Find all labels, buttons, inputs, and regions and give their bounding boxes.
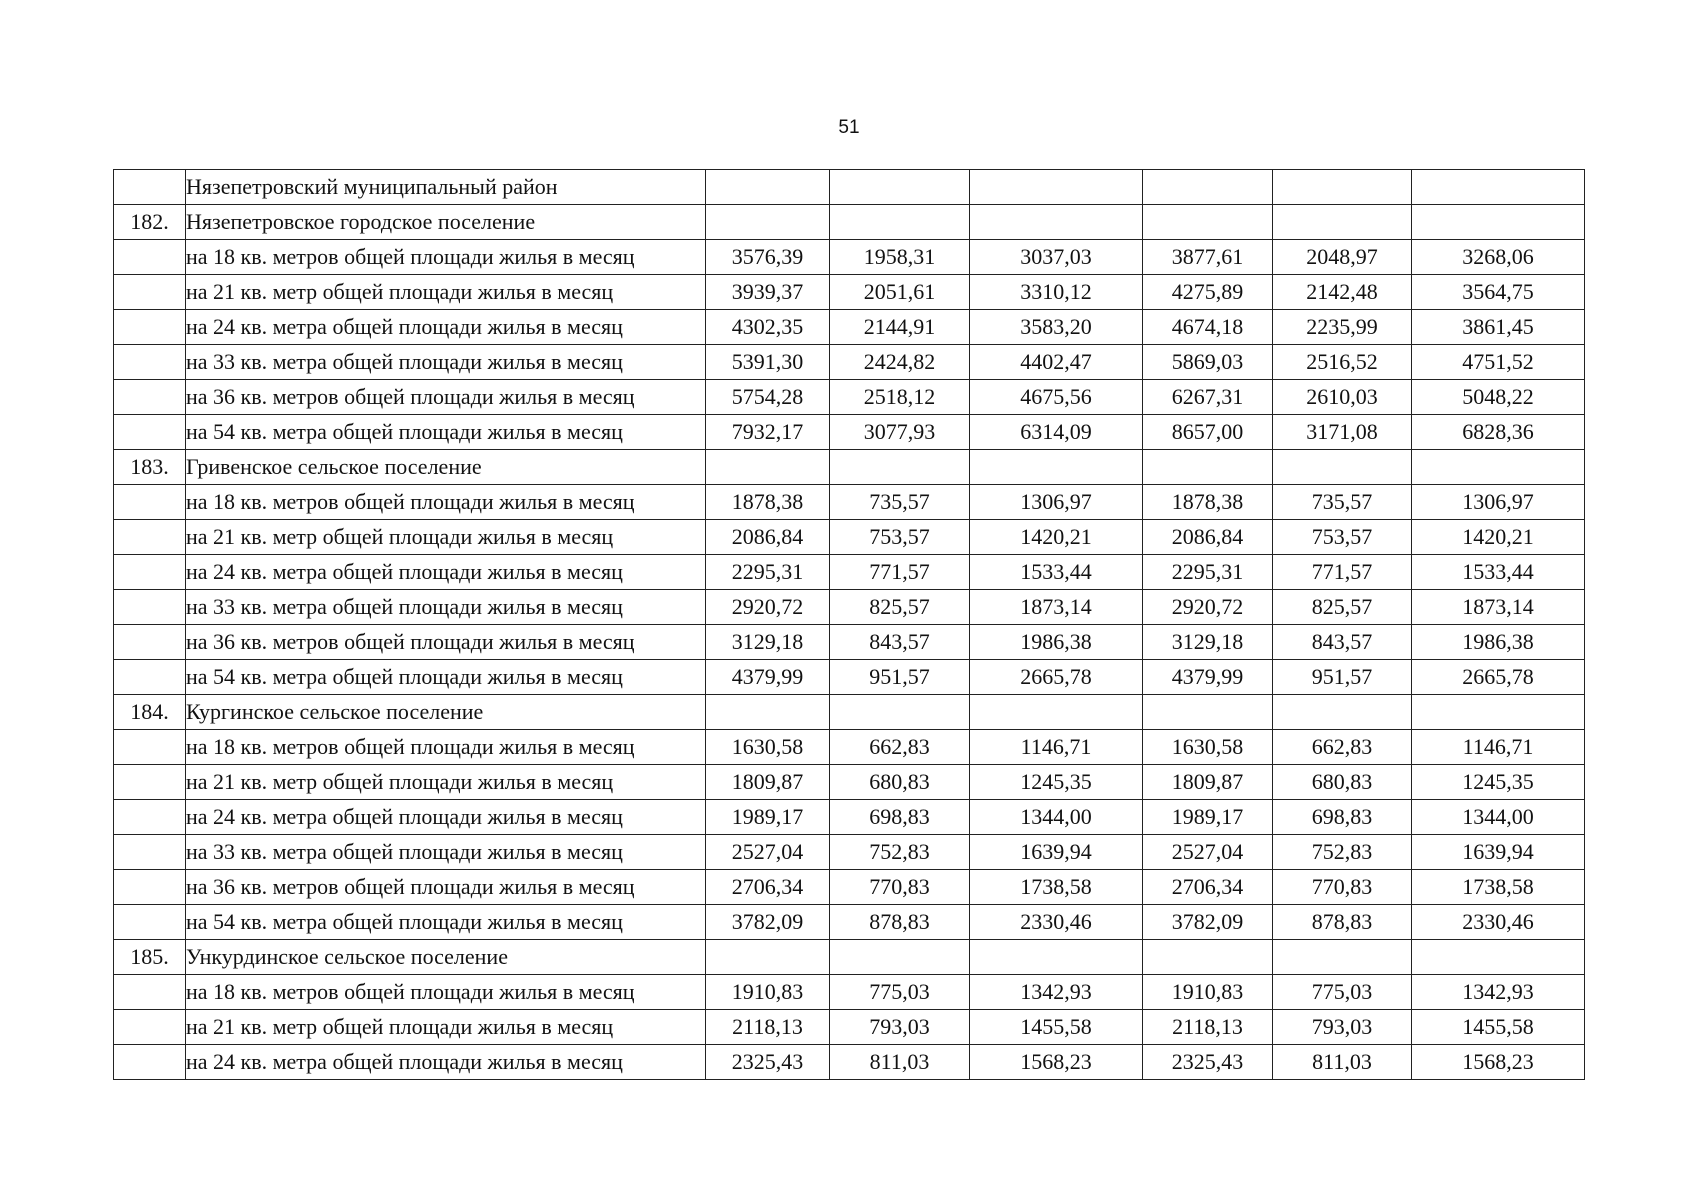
value-cell-3: 1344,00 <box>970 800 1143 835</box>
value-cell-5 <box>1273 450 1412 485</box>
table-row <box>114 590 1585 625</box>
value-cell-5: 878,83 <box>1273 905 1412 940</box>
value-cell-3 <box>970 695 1143 730</box>
value-cell-3: 4675,56 <box>970 380 1143 415</box>
value-cell-1: 3129,18 <box>706 625 830 660</box>
value-cell-1: 2920,72 <box>706 590 830 625</box>
value-cell-4: 3877,61 <box>1143 240 1273 275</box>
value-cell-5: 951,57 <box>1273 660 1412 695</box>
value-cell-3: 1245,35 <box>970 765 1143 800</box>
table-row <box>114 695 1585 730</box>
value-cell-3: 4402,47 <box>970 345 1143 380</box>
value-cell-6: 6828,36 <box>1412 415 1585 450</box>
row-name-cell: на 18 кв. метров общей площади жилья в месяц <box>186 975 706 1010</box>
value-cell-3: 6314,09 <box>970 415 1143 450</box>
row-name-cell: на 36 кв. метров общей площади жилья в месяц <box>186 870 706 905</box>
value-cell-4 <box>1143 170 1273 205</box>
value-cell-2: 753,57 <box>830 520 970 555</box>
value-cell-1 <box>706 205 830 240</box>
table-row <box>114 765 1585 800</box>
value-cell-4: 8657,00 <box>1143 415 1273 450</box>
row-number-cell <box>114 590 186 625</box>
value-cell-6 <box>1412 940 1585 975</box>
value-cell-5: 698,83 <box>1273 800 1412 835</box>
value-cell-2: 752,83 <box>830 835 970 870</box>
value-cell-6 <box>1412 695 1585 730</box>
table-body <box>114 170 1585 1080</box>
value-cell-1 <box>706 170 830 205</box>
value-cell-6: 1533,44 <box>1412 555 1585 590</box>
value-cell-2: 1958,31 <box>830 240 970 275</box>
tariff-table <box>113 169 1585 1080</box>
value-cell-2 <box>830 170 970 205</box>
value-cell-2: 843,57 <box>830 625 970 660</box>
value-cell-3 <box>970 450 1143 485</box>
value-cell-1: 3576,39 <box>706 240 830 275</box>
value-cell-5 <box>1273 695 1412 730</box>
value-cell-5: 752,83 <box>1273 835 1412 870</box>
row-name-cell: на 18 кв. метров общей площади жилья в месяц <box>186 485 706 520</box>
row-number-cell <box>114 415 186 450</box>
row-number-cell <box>114 800 186 835</box>
row-number-cell <box>114 310 186 345</box>
value-cell-1: 4379,99 <box>706 660 830 695</box>
table-row <box>114 800 1585 835</box>
row-number-cell <box>114 905 186 940</box>
table-row <box>114 625 1585 660</box>
value-cell-5: 3171,08 <box>1273 415 1412 450</box>
value-cell-3: 3583,20 <box>970 310 1143 345</box>
value-cell-1: 2325,43 <box>706 1045 830 1080</box>
row-number-cell <box>114 870 186 905</box>
row-number-cell <box>114 170 186 205</box>
table-row <box>114 940 1585 975</box>
row-number-cell <box>114 485 186 520</box>
value-cell-6: 1568,23 <box>1412 1045 1585 1080</box>
value-cell-2 <box>830 940 970 975</box>
row-number-cell <box>114 835 186 870</box>
row-number-cell <box>114 1010 186 1045</box>
value-cell-1: 2086,84 <box>706 520 830 555</box>
row-name-cell: на 21 кв. метр общей площади жилья в месяц <box>186 1010 706 1045</box>
value-cell-2: 770,83 <box>830 870 970 905</box>
table-row <box>114 275 1585 310</box>
value-cell-3 <box>970 205 1143 240</box>
row-name-cell: Нязепетровское городское поселение <box>186 205 706 240</box>
table-row <box>114 975 1585 1010</box>
table-row <box>114 485 1585 520</box>
value-cell-1: 1809,87 <box>706 765 830 800</box>
value-cell-1: 1910,83 <box>706 975 830 1010</box>
value-cell-6: 1245,35 <box>1412 765 1585 800</box>
value-cell-2 <box>830 205 970 240</box>
table-row <box>114 170 1585 205</box>
value-cell-6: 4751,52 <box>1412 345 1585 380</box>
value-cell-4: 2527,04 <box>1143 835 1273 870</box>
row-number-cell <box>114 975 186 1010</box>
value-cell-5: 793,03 <box>1273 1010 1412 1045</box>
value-cell-1: 3939,37 <box>706 275 830 310</box>
value-cell-1: 1989,17 <box>706 800 830 835</box>
row-number-cell <box>114 555 186 590</box>
value-cell-5: 771,57 <box>1273 555 1412 590</box>
value-cell-1: 2295,31 <box>706 555 830 590</box>
row-number-cell <box>114 275 186 310</box>
value-cell-4: 2325,43 <box>1143 1045 1273 1080</box>
table-row <box>114 555 1585 590</box>
value-cell-5: 811,03 <box>1273 1045 1412 1080</box>
value-cell-6 <box>1412 170 1585 205</box>
value-cell-6: 1738,58 <box>1412 870 1585 905</box>
value-cell-4: 1989,17 <box>1143 800 1273 835</box>
value-cell-6: 5048,22 <box>1412 380 1585 415</box>
value-cell-2: 951,57 <box>830 660 970 695</box>
value-cell-3: 1420,21 <box>970 520 1143 555</box>
value-cell-3: 3037,03 <box>970 240 1143 275</box>
value-cell-4: 2118,13 <box>1143 1010 1273 1045</box>
value-cell-5: 825,57 <box>1273 590 1412 625</box>
value-cell-1 <box>706 940 830 975</box>
value-cell-6: 1342,93 <box>1412 975 1585 1010</box>
value-cell-3: 2330,46 <box>970 905 1143 940</box>
row-number-cell <box>114 240 186 275</box>
value-cell-4 <box>1143 940 1273 975</box>
value-cell-5: 2142,48 <box>1273 275 1412 310</box>
value-cell-1: 2527,04 <box>706 835 830 870</box>
value-cell-6: 1344,00 <box>1412 800 1585 835</box>
value-cell-3: 1146,71 <box>970 730 1143 765</box>
value-cell-3: 1873,14 <box>970 590 1143 625</box>
row-name-cell: Ункурдинское сельское поселение <box>186 940 706 975</box>
row-name-cell: на 21 кв. метр общей площади жилья в месяц <box>186 765 706 800</box>
value-cell-4: 2920,72 <box>1143 590 1273 625</box>
row-name-cell: на 33 кв. метра общей площади жилья в месяц <box>186 345 706 380</box>
row-number-cell <box>114 730 186 765</box>
value-cell-6: 1986,38 <box>1412 625 1585 660</box>
value-cell-1: 1878,38 <box>706 485 830 520</box>
row-name-cell: на 33 кв. метра общей площади жилья в месяц <box>186 590 706 625</box>
value-cell-4: 2295,31 <box>1143 555 1273 590</box>
table-row <box>114 1010 1585 1045</box>
table-row <box>114 870 1585 905</box>
value-cell-6: 3268,06 <box>1412 240 1585 275</box>
value-cell-4: 1809,87 <box>1143 765 1273 800</box>
value-cell-3: 1738,58 <box>970 870 1143 905</box>
row-number-cell <box>114 660 186 695</box>
value-cell-3: 1455,58 <box>970 1010 1143 1045</box>
row-number-cell <box>114 520 186 555</box>
value-cell-2: 3077,93 <box>830 415 970 450</box>
value-cell-5: 753,57 <box>1273 520 1412 555</box>
value-cell-3: 3310,12 <box>970 275 1143 310</box>
value-cell-6: 1146,71 <box>1412 730 1585 765</box>
row-name-cell: на 18 кв. метров общей площади жилья в месяц <box>186 730 706 765</box>
value-cell-4: 2706,34 <box>1143 870 1273 905</box>
value-cell-5: 735,57 <box>1273 485 1412 520</box>
value-cell-6: 2330,46 <box>1412 905 1585 940</box>
table-row <box>114 205 1585 240</box>
value-cell-1: 1630,58 <box>706 730 830 765</box>
value-cell-1: 2118,13 <box>706 1010 830 1045</box>
row-name-cell: на 54 кв. метра общей площади жилья в месяц <box>186 905 706 940</box>
row-number-cell <box>114 345 186 380</box>
table-row <box>114 835 1585 870</box>
value-cell-5 <box>1273 170 1412 205</box>
table-row <box>114 450 1585 485</box>
value-cell-2: 2424,82 <box>830 345 970 380</box>
row-number-cell: 184. <box>114 695 186 730</box>
value-cell-2: 2518,12 <box>830 380 970 415</box>
value-cell-2 <box>830 695 970 730</box>
value-cell-5: 2516,52 <box>1273 345 1412 380</box>
value-cell-6: 1306,97 <box>1412 485 1585 520</box>
value-cell-1: 7932,17 <box>706 415 830 450</box>
value-cell-4: 6267,31 <box>1143 380 1273 415</box>
row-number-cell: 183. <box>114 450 186 485</box>
value-cell-4: 4379,99 <box>1143 660 1273 695</box>
row-number-cell <box>114 625 186 660</box>
value-cell-3 <box>970 940 1143 975</box>
value-cell-2: 811,03 <box>830 1045 970 1080</box>
value-cell-5: 770,83 <box>1273 870 1412 905</box>
value-cell-2: 825,57 <box>830 590 970 625</box>
row-name-cell: Кургинское сельское поселение <box>186 695 706 730</box>
value-cell-6: 1420,21 <box>1412 520 1585 555</box>
value-cell-4: 3782,09 <box>1143 905 1273 940</box>
value-cell-4: 3129,18 <box>1143 625 1273 660</box>
page-number: 51 <box>838 117 860 138</box>
table-row <box>114 1045 1585 1080</box>
value-cell-5 <box>1273 940 1412 975</box>
value-cell-5 <box>1273 205 1412 240</box>
value-cell-4: 1630,58 <box>1143 730 1273 765</box>
row-name-cell: на 21 кв. метр общей площади жилья в месяц <box>186 520 706 555</box>
value-cell-3: 2665,78 <box>970 660 1143 695</box>
row-number-cell <box>114 380 186 415</box>
value-cell-2 <box>830 450 970 485</box>
value-cell-6 <box>1412 450 1585 485</box>
table-row <box>114 905 1585 940</box>
value-cell-1: 5391,30 <box>706 345 830 380</box>
value-cell-6: 3564,75 <box>1412 275 1585 310</box>
value-cell-6: 2665,78 <box>1412 660 1585 695</box>
value-cell-4: 4674,18 <box>1143 310 1273 345</box>
value-cell-6: 1639,94 <box>1412 835 1585 870</box>
value-cell-6: 1455,58 <box>1412 1010 1585 1045</box>
row-name-cell: на 36 кв. метров общей площади жилья в месяц <box>186 625 706 660</box>
row-name-cell: на 24 кв. метра общей площади жилья в месяц <box>186 1045 706 1080</box>
value-cell-5: 2235,99 <box>1273 310 1412 345</box>
row-name-cell: на 33 кв. метра общей площади жилья в месяц <box>186 835 706 870</box>
value-cell-2: 775,03 <box>830 975 970 1010</box>
value-cell-2: 793,03 <box>830 1010 970 1045</box>
value-cell-5: 662,83 <box>1273 730 1412 765</box>
value-cell-4: 5869,03 <box>1143 345 1273 380</box>
value-cell-5: 775,03 <box>1273 975 1412 1010</box>
value-cell-1: 2706,34 <box>706 870 830 905</box>
row-number-cell: 185. <box>114 940 186 975</box>
value-cell-1 <box>706 450 830 485</box>
value-cell-1: 5754,28 <box>706 380 830 415</box>
value-cell-4: 4275,89 <box>1143 275 1273 310</box>
value-cell-3: 1306,97 <box>970 485 1143 520</box>
value-cell-5: 2048,97 <box>1273 240 1412 275</box>
value-cell-3: 1986,38 <box>970 625 1143 660</box>
value-cell-5: 2610,03 <box>1273 380 1412 415</box>
value-cell-2: 680,83 <box>830 765 970 800</box>
value-cell-6 <box>1412 205 1585 240</box>
row-name-cell: Нязепетровский муниципальный район <box>186 170 706 205</box>
value-cell-4 <box>1143 450 1273 485</box>
value-cell-1 <box>706 695 830 730</box>
row-number-cell <box>114 1045 186 1080</box>
value-cell-2: 2144,91 <box>830 310 970 345</box>
table-row <box>114 660 1585 695</box>
row-name-cell: на 24 кв. метра общей площади жилья в месяц <box>186 800 706 835</box>
value-cell-5: 680,83 <box>1273 765 1412 800</box>
row-name-cell: Гривенское сельское поселение <box>186 450 706 485</box>
value-cell-2: 698,83 <box>830 800 970 835</box>
value-cell-1: 3782,09 <box>706 905 830 940</box>
row-name-cell: на 36 кв. метров общей площади жилья в месяц <box>186 380 706 415</box>
row-name-cell: на 54 кв. метра общей площади жилья в месяц <box>186 660 706 695</box>
value-cell-4 <box>1143 695 1273 730</box>
value-cell-2: 2051,61 <box>830 275 970 310</box>
row-number-cell <box>114 765 186 800</box>
row-name-cell: на 54 кв. метра общей площади жилья в месяц <box>186 415 706 450</box>
value-cell-3: 1533,44 <box>970 555 1143 590</box>
value-cell-4 <box>1143 205 1273 240</box>
value-cell-4: 1910,83 <box>1143 975 1273 1010</box>
value-cell-4: 2086,84 <box>1143 520 1273 555</box>
row-name-cell: на 24 кв. метра общей площади жилья в месяц <box>186 555 706 590</box>
table-row <box>114 730 1585 765</box>
value-cell-5: 843,57 <box>1273 625 1412 660</box>
value-cell-3: 1568,23 <box>970 1045 1143 1080</box>
row-name-cell: на 21 кв. метр общей площади жилья в месяц <box>186 275 706 310</box>
value-cell-2: 878,83 <box>830 905 970 940</box>
row-number-cell: 182. <box>114 205 186 240</box>
table-row <box>114 345 1585 380</box>
value-cell-6: 1873,14 <box>1412 590 1585 625</box>
table-row <box>114 240 1585 275</box>
value-cell-3: 1639,94 <box>970 835 1143 870</box>
value-cell-2: 735,57 <box>830 485 970 520</box>
table-row <box>114 415 1585 450</box>
value-cell-2: 771,57 <box>830 555 970 590</box>
value-cell-3 <box>970 170 1143 205</box>
row-name-cell: на 24 кв. метра общей площади жилья в месяц <box>186 310 706 345</box>
value-cell-6: 3861,45 <box>1412 310 1585 345</box>
value-cell-1: 4302,35 <box>706 310 830 345</box>
value-cell-3: 1342,93 <box>970 975 1143 1010</box>
value-cell-4: 1878,38 <box>1143 485 1273 520</box>
table-row <box>114 380 1585 415</box>
table-row <box>114 520 1585 555</box>
table-row <box>114 310 1585 345</box>
row-name-cell: на 18 кв. метров общей площади жилья в месяц <box>186 240 706 275</box>
value-cell-2: 662,83 <box>830 730 970 765</box>
